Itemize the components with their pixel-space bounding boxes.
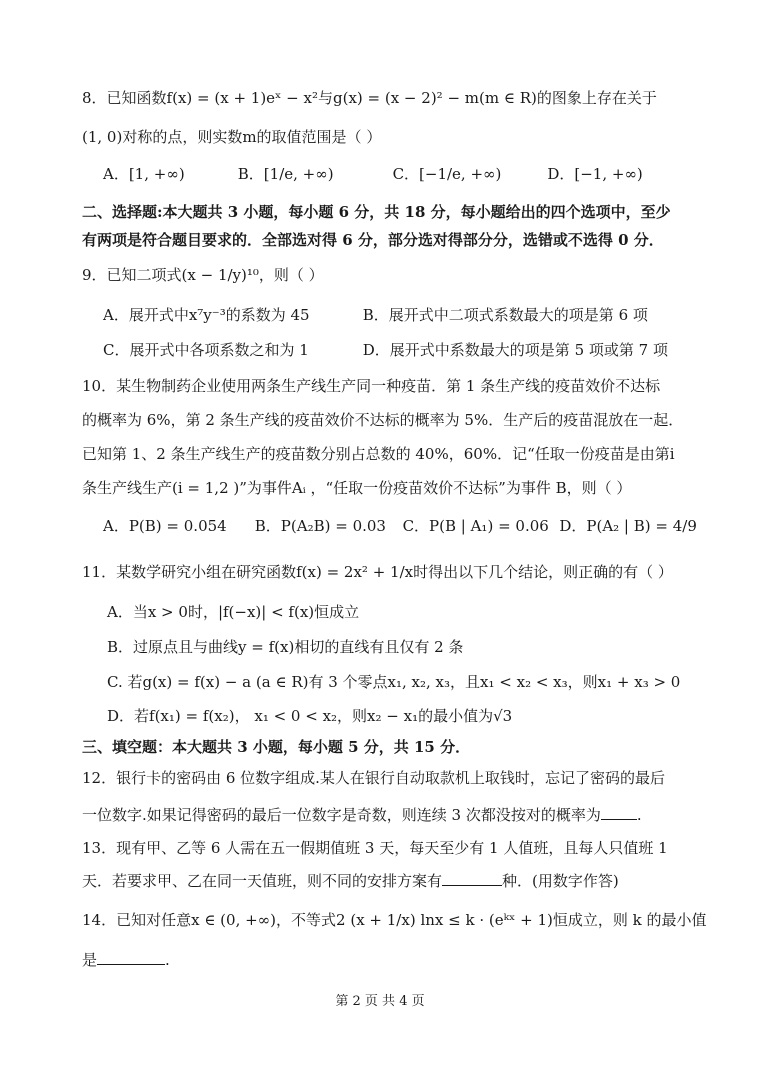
q10-line1: 10．某生物制药企业使用两条生产线生产同一种疫苗．第 1 条生产线的疫苗效价不达标 xyxy=(82,377,661,395)
q10-option-c: C．P(B | A₁) = 0.06 xyxy=(402,517,549,535)
q10-line4: 条生产线生产(i = 1,2 )”为事件Aᵢ ，“任取一份疫苗效价不达标”为事件 B，则（ ） xyxy=(82,479,632,497)
q11-option-c: C. 若g(x) = f(x) − a (a ∈ R)有 3 个零点x₁, x₂, x₃，且x₁ < x₂ < x₃，则x₁ + x₃ > 0 xyxy=(107,673,681,691)
q10-option-b: B．P(A₂B) = 0.03 xyxy=(254,517,386,535)
q14-answer-blank xyxy=(97,950,165,965)
q9-option-b: B．展开式中二项式系数最大的项是第 6 项 xyxy=(362,306,648,324)
q8-line2: (1, 0)对称的点，则实数m的取值范围是（ ） xyxy=(82,128,382,146)
q8-line1: 8．已知函数f(x) = (x + 1)eˣ − x²与g(x) = (x − 2)² − m(m ∈ R)的图象上存在关于 xyxy=(82,89,657,107)
section2-heading-line2: 有两项是符合题目要求的．全部选对得 6 分，部分选对得部分分，选错或不选得 0 分． xyxy=(82,231,664,249)
q12-line2-end: . xyxy=(636,806,642,824)
q9-option-a: A．展开式中x⁷y⁻³的系数为 45 xyxy=(103,306,310,324)
q9-stem: 9．已知二项式(x − 1/y)¹⁰，则（ ） xyxy=(82,266,324,284)
q9-option-d: D．展开式中系数最大的项是第 5 项或第 7 项 xyxy=(362,341,668,359)
q14-line2-text: 是 xyxy=(82,951,98,969)
q14-line2 xyxy=(82,950,170,970)
q10-options xyxy=(103,516,697,536)
q14-line2-end: . xyxy=(165,951,170,969)
page-footer: 第 2 页 共 4 页 xyxy=(335,994,425,1009)
q13-line2 xyxy=(82,871,619,891)
q12-line1: 12．银行卡的密码由 6 位数字组成.某人在银行自动取款机上取钱时，忘记了密码的最后 xyxy=(82,769,665,787)
q8-option-b: B．[1/e, +∞) xyxy=(237,165,334,183)
q14-line1: 14．已知对任意x ∈ (0, +∞)，不等式2 (x + 1/x) lnx ≤ k · (eᵏˣ + 1)恒成立，则 k 的最小值 xyxy=(82,911,707,929)
q8-option-c: C．[−1/e, +∞) xyxy=(392,165,502,183)
q12-line2-text: 一位数字.如果记得密码的最后一位数字是奇数，则连续 3 次都没按对的概率为 xyxy=(82,806,601,824)
q13-answer-blank xyxy=(442,871,502,886)
q12-line2 xyxy=(82,805,642,825)
q11-option-a: A．当x > 0时，|f(−x)| < f(x)恒成立 xyxy=(107,603,360,621)
q11-option-d: D．若f(x₁) = f(x₂)， x₁ < 0 < x₂，则x₂ − x₁的最小值为√3 xyxy=(107,707,513,725)
section2-heading-line1: 二、选择题:本大题共 3 小题，每小题 6 分，共 18 分，每小题给出的四个选项中，至少 xyxy=(82,203,671,221)
q12-answer-blank xyxy=(601,805,637,820)
q9-option-c: C．展开式中各项系数之和为 1 xyxy=(103,341,309,359)
q13-line2-text: 天．若要求甲、乙在同一天值班，则不同的安排方案有 xyxy=(82,872,443,890)
q8-option-a: A．[1, +∞) xyxy=(103,165,185,183)
q9-options-row2 xyxy=(103,340,668,360)
q13-line2-end: 种．(用数字作答) xyxy=(502,872,619,890)
q13-line1: 13．现有甲、乙等 6 人需在五一假期值班 3 天，每天至少有 1 人值班，且每人只值班 1 xyxy=(82,839,668,857)
q10-option-a: A．P(B) = 0.054 xyxy=(103,517,227,535)
q8-options xyxy=(103,164,643,184)
section3-heading: 三、填空题：本大题共 3 小题，每小题 5 分，共 15 分． xyxy=(82,738,471,756)
q11-stem: 11．某数学研究小组在研究函数f(x) = 2x² + 1/x时得出以下几个结论，则正确的有（ ） xyxy=(82,563,673,581)
q10-line3: 已知第 1、2 条生产线生产的疫苗数分别占总数的 40%，60%．记“任取一份疫苗是由第i xyxy=(82,445,675,463)
q11-option-b: B．过原点且与曲线y = f(x)相切的直线有且仅有 2 条 xyxy=(107,638,464,656)
q9-options-row1 xyxy=(103,305,648,325)
q10-line2: 的概率为 6%，第 2 条生产线的疫苗效价不达标的概率为 5%．生产后的疫苗混放在一起． xyxy=(82,411,684,429)
q8-option-d: D．[−1, +∞) xyxy=(547,165,643,183)
q10-option-d: D．P(A₂ | B) = 4/9 xyxy=(559,517,697,535)
